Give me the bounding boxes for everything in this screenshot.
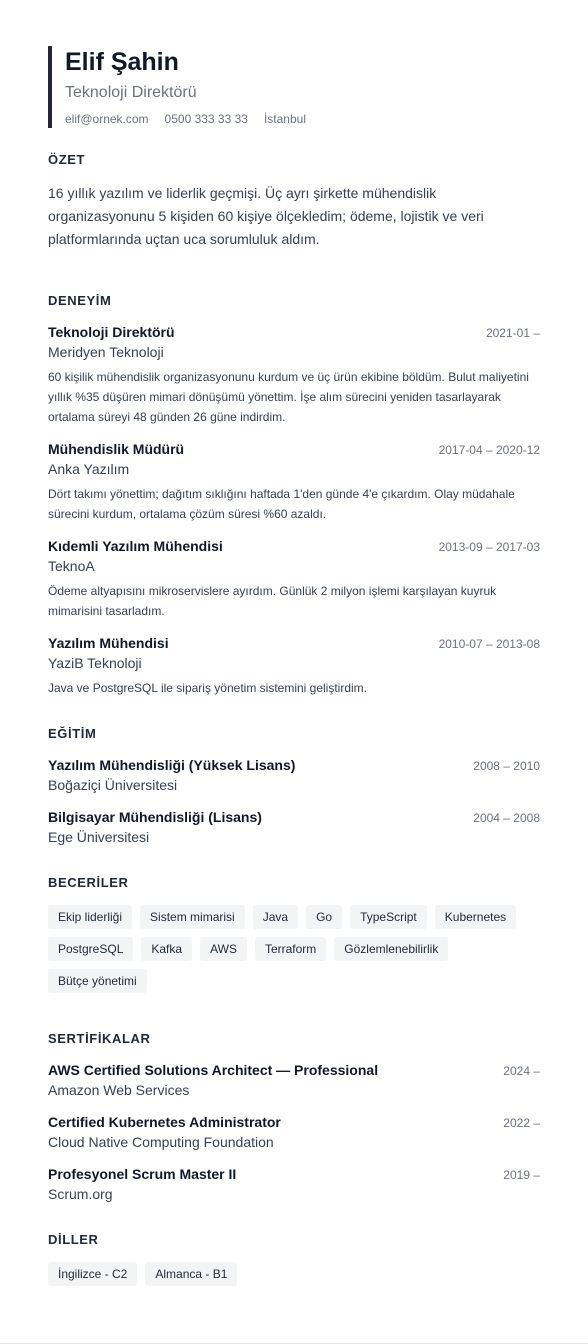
skill-tag: Java [253, 905, 298, 929]
school-name: Boğaziçi Üniversitesi [48, 777, 178, 793]
resume [48, 46, 540, 1286]
language-tags [48, 1262, 540, 1286]
contact-email[interactable]: elif@ornek.com [65, 112, 149, 126]
skill-tag: Terraform [255, 937, 326, 961]
skill-tag: TypeScript [350, 905, 427, 929]
skill-tag: Bütçe yönetimi [48, 969, 147, 993]
certification-item [48, 1061, 540, 1100]
school-name: Ege Üniversitesi [48, 829, 150, 845]
skill-tag: Kubernetes [435, 905, 516, 929]
section-title: BECERİLER [48, 875, 129, 890]
skill-tags [48, 905, 540, 993]
job-title: Teknoloji Direktörü [48, 324, 175, 340]
summary-text: 16 yıllık yazılım ve liderlik geçmişi. Üç ayrı şirkette mühendislik organizasyonunu 5 kişiden 60 kişiye ölçekledim; ödeme, lojistik ve veri platformlarında uçtan uca sorumluluk aldım. [48, 185, 484, 247]
certification-date: 2024 – [503, 1064, 540, 1078]
degree-date: 2004 – 2008 [473, 811, 540, 825]
person-name: Elif Şahin [65, 48, 179, 76]
job-date: 2013-09 – 2017-03 [438, 540, 540, 554]
summary-section [48, 152, 540, 251]
education-item [48, 756, 540, 795]
education-item [48, 808, 540, 847]
job-description: 60 kişilik mühendislik organizasyonunu kurdum ve üç ürün ekibine böldüm. Bulut maliyetini yıllık %35 düşüren mimari dönüşümü yönettim. İşe alım sürecini yeniden tasarlayarak ortalama süreyi 48 günden 26 güne indirdim. [48, 370, 529, 424]
contact-info [65, 112, 540, 126]
section-title: ÖZET [48, 152, 86, 167]
certification-issuer: Amazon Web Services [48, 1082, 190, 1098]
certification-item [48, 1165, 540, 1204]
language-tag: Almanca - B1 [145, 1262, 237, 1286]
section-title: DENEYİM [48, 293, 112, 308]
skill-tag: Sistem mimarisi [140, 905, 245, 929]
certification-issuer: Cloud Native Computing Foundation [48, 1134, 274, 1150]
job-date: 2010-07 – 2013-08 [438, 637, 540, 651]
job-title: Mühendislik Müdürü [48, 441, 185, 457]
certifications-section [48, 1031, 540, 1204]
skill-tag: Gözlemlenebilirlik [334, 937, 448, 961]
job-company: TeknoA [48, 558, 95, 574]
contact-phone[interactable]: 0500 333 33 33 [164, 112, 248, 126]
job-description: Ödeme altyapısını mikroservislere ayırdım. Günlük 2 milyon işlemi karşılayan kuyruk mimarisini tasarladım. [48, 584, 497, 618]
job-title: Kıdemli Yazılım Mühendisi [48, 538, 223, 554]
languages-section [48, 1232, 540, 1286]
certification-title: Certified Kubernetes Administrator [48, 1114, 281, 1130]
certification-issuer: Scrum.org [48, 1186, 113, 1202]
certification-title: AWS Certified Solutions Architect — Professional [48, 1062, 379, 1078]
job-company: YaziB Teknoloji [48, 655, 142, 671]
section-title: DİLLER [48, 1232, 99, 1247]
job-date: 2021-01 – [485, 326, 540, 340]
job-company: Anka Yazılım [48, 461, 130, 477]
job-company: Meridyen Teknoloji [48, 344, 164, 360]
section-title: EĞİTİM [48, 726, 97, 741]
experience-item [48, 634, 540, 698]
certification-title: Profesyonel Scrum Master II [48, 1166, 237, 1182]
skill-tag: AWS [200, 937, 247, 961]
job-description: Dört takımı yönettim; dağıtım sıklığını haftada 1'den günde 4'e çıkardım. Olay müdahale sürecini kurdum, ortalama çözüm süresi %60 azaldı. [48, 487, 515, 521]
section-title: SERTİFİKALAR [48, 1031, 151, 1046]
certification-item [48, 1113, 540, 1152]
skill-tag: Go [306, 905, 342, 929]
degree-date: 2008 – 2010 [473, 759, 540, 773]
language-tag: İngilizce - C2 [48, 1262, 137, 1286]
degree-title: Bilgisayar Mühendisliği (Lisans) [48, 809, 262, 825]
resume-header [48, 46, 540, 128]
certification-date: 2019 – [503, 1168, 540, 1182]
skill-tag: PostgreSQL [48, 937, 133, 961]
job-description: Java ve PostgreSQL ile sipariş yönetim sistemini geliştirdim. [48, 681, 368, 695]
contact-city: İstanbul [263, 112, 306, 126]
skill-tag: Ekip liderliği [48, 905, 132, 929]
job-title: Yazılım Mühendisi [48, 635, 169, 651]
experience-item [48, 440, 540, 524]
skill-tag: Kafka [141, 937, 192, 961]
skills-section [48, 875, 540, 993]
certification-date: 2022 – [503, 1116, 540, 1130]
experience-item [48, 537, 540, 621]
education-section [48, 726, 540, 847]
experience-item [48, 323, 540, 427]
degree-title: Yazılım Mühendisliği (Yüksek Lisans) [48, 757, 296, 773]
experience-section [48, 293, 540, 698]
person-role: Teknoloji Direktörü [65, 84, 197, 101]
job-date: 2017-04 – 2020-12 [438, 443, 540, 457]
